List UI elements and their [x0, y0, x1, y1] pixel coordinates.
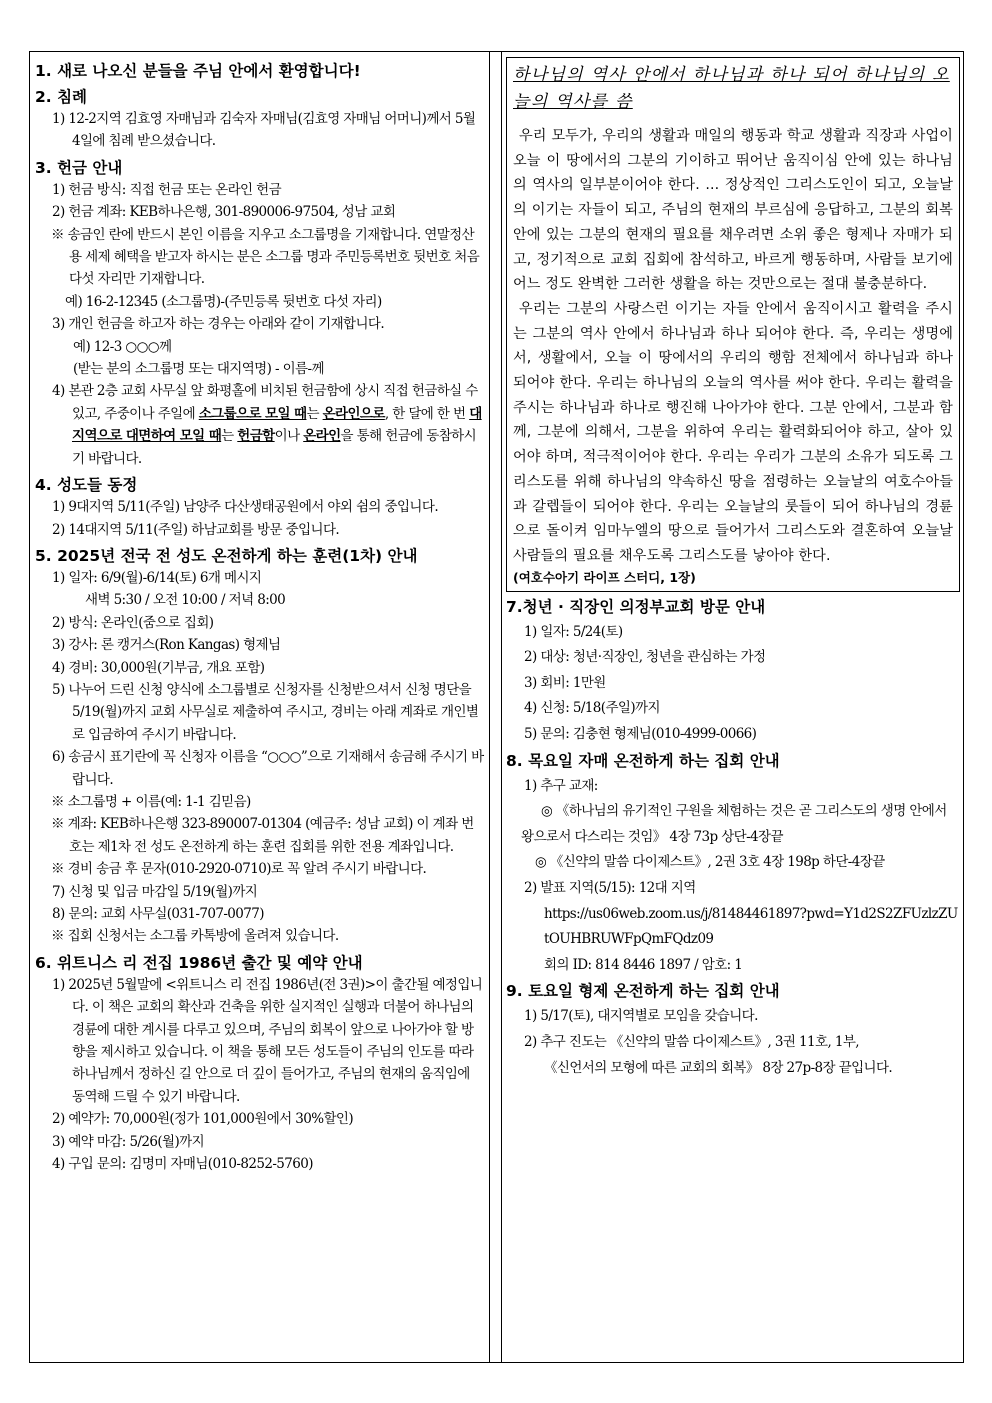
visit-fee: 3) 회비: 1만원 [524, 674, 606, 691]
section-3-title: 3. 헌금 안내 [35, 158, 123, 177]
brothers-progress: 2) 추구 진도는 《신약의 말씀 다이제스트》, 3권 11호, 1부, [524, 1033, 859, 1050]
quote-title: 하나님의 역사 안에서 하나님과 하나 되어 하나님의 오늘의 역사를 씀 [513, 65, 950, 112]
training-deadline: 7) 신청 및 입금 마감일 5/19(월)까지 [52, 883, 258, 900]
offering-box-box: 헌금함 [237, 428, 275, 445]
quote-paragraph-2: 우리는 그분의 사랑스런 이기는 자들 안에서 움직이시고 활력을 주시는 그분의 역사 안에서 하나님과 하나 되어야 한다. 즉, 우리는 생명에서, 생활에서, 오늘 이 땅에서의 우리의 행함 전체에서 하나님과 하나 되어야 한다. 우리는 하나님의 오늘의 역사를 써야 한다. 우리는 활력을 주시는 하나님과 하나로 행진해 나아가야 한다. 그분 안에서, 그분과 함께, 그분에 의해서, 그분을 위하여 우리는 활력화되어야 하고, 살아 있어야 하며, 적극적이어야 한다. 우리는 우리가 그분의 소유가 되도록 그리스도를 위해 하나님의 약속하신 땅을 점령하는 오늘날의 여호수아들과 갈렙들이 되어야 한다. 우리는 오늘날의 룻들이 되어 하나님의 경륜으로 돌이켜 임마누엘의 땅으로 들어가서 그리스도와 결혼하여 오늘날 사람들의 필요를 채우도록 그리스도를 낳아야 한다. [513, 300, 953, 564]
offering-box-text-e: , 한 달에 한 번 [384, 405, 470, 422]
bulletin-frame [29, 51, 964, 1363]
training-times: 새벽 5:30 / 오전 10:00 / 저녁 8:00 [85, 592, 286, 609]
offering-box-text-i: 이나 [274, 428, 304, 445]
training-note-1: ※ 소그룹명 + 이름(예: 1-1 김믿음) [51, 793, 251, 810]
training-note-2: ※ 계좌: KEB하나은행 323-890007-01304 (예금주: 성남 교회) 이 계좌 번호는 제1차 전 성도 온전하게 하는 훈련 집회를 위한 전용 계좌입니다. [51, 816, 474, 855]
offering-note-example: 예) 16-2-12345 (소그룹명)-(주민등록 뒷번호 다섯 자리) [65, 293, 382, 310]
baptism-item: 1) 12-2지역 김효영 자매님과 김숙자 자매님(김효영 자매님 어머니)께서 5월 4일에 침례 받으셨습니다. [52, 111, 476, 150]
book-price: 2) 예약가: 70,000원(정가 101,000원에서 30%할인) [52, 1111, 354, 1128]
sisters-material-2: ◎ 《신약의 말씀 다이제스트》, 2권 3호 4장 198p 하단-4장끝 [535, 854, 885, 871]
training-date: 1) 일자: 6/9(월)-6/14(토) 6개 메시지 [52, 569, 262, 586]
offering-account: 2) 헌금 계좌: KEB하나은행, 301-890006-97504, 성남 교회 [52, 204, 396, 221]
section-9-title: 9. 토요일 형제 온전하게 하는 집회 안내 [506, 982, 780, 1001]
sisters-presentation: 2) 발표 지역(5/15): 12대 지역 [524, 880, 696, 896]
offering-note: ※ 송금인 란에 반드시 본인 이름을 지우고 소그룹명을 기재합니다. 연말정산 용 세제 혜택을 받고자 하시는 분은 소그룹 명과 주민등록번호 뒷번호 처음 다섯 자리만 기재합니다. [51, 226, 480, 288]
personal-offering-example: 예) 12-3 ○○○께 [73, 338, 172, 355]
column-divider-right [501, 52, 502, 1362]
section-4-title: 4. 성도들 동정 [35, 476, 138, 495]
offering-box-text-g: 는 [221, 428, 238, 445]
training-fee: 4) 경비: 30,000원(기부금, 개요 포함) [52, 659, 265, 676]
training-registration: 5) 나누어 드린 신청 양식에 소그룹별로 신청자를 신청받으셔서 신청 명단을 5/19(월)까지 교회 사무실로 제출하여 주시고, 경비는 아래 계좌로 개인별로 입금하여 주시기 바랍니다. [52, 681, 479, 743]
quote-source: (여호수아기 라이프 스터디, 1장) [513, 569, 696, 585]
quote-paragraph-1: 우리 모두가, 우리의 생활과 매일의 행동과 학교 생활과 직장과 사업이 오늘 이 땅에서의 그분의 기이하고 뛰어난 움직이심 안에 있는 하나님의 역사의 일부분이어야 한다. ... 정상적인 그리스도인이 되고, 오늘날의 이기는 자들이 되고, 주님의 현재의 부르심에 응답하고, 그분의 회복 안에 있는 그분의 현재의 필요를 채우려면 소위 좋은 형제나 자매가 되고, 정기적으로 교회 집회에 참석하고, 바르게 행동하며, 사람들 보기에 어느 정도 완벽한 그러한 생활을 하는 것만으로는 절대 불충분하다. [513, 128, 953, 293]
training-remittance: 6) 송금시 표기란에 꼭 신청자 이름을 “○○○”으로 기재해서 송금해 주시기 바랍니다. [52, 749, 484, 788]
news-item-1: 1) 9대지역 5/11(주일) 남양주 다산생태공원에서 야외 쉼의 중입니다. [52, 499, 439, 516]
offering-box-district: 대지역으로 대면하여 모일 때 [72, 405, 482, 445]
offering-method: 1) 헌금 방식: 직접 헌금 또는 온라인 헌금 [52, 181, 282, 198]
visit-contact: 5) 문의: 김충현 형제님(010-4999-0066) [524, 726, 757, 743]
training-contact: 8) 문의: 교회 사무실(031-707-0077) [52, 906, 264, 922]
brothers-meeting: 1) 5/17(토), 대지역별로 모임을 갖습니다. [524, 1008, 758, 1025]
offering-box-item [35, 380, 484, 470]
ministry-quote-box [506, 57, 960, 592]
training-note-4: ※ 집회 신청서는 소그룹 카톡방에 올려져 있습니다. [51, 928, 339, 945]
sisters-material-label: 1) 추구 교재: [524, 777, 598, 794]
section-5-title: 5. 2025년 전국 전 성도 온전하게 하는 훈련(1차) 안내 [35, 546, 418, 565]
book-contact: 4) 구입 문의: 김명미 자매님(010-8252-5760) [52, 1156, 313, 1173]
visit-target: 2) 대상: 청년·직장인, 청년을 관심하는 가정 [524, 649, 766, 666]
training-method: 2) 방식: 온라인(줌으로 집회) [52, 614, 214, 631]
training-note-3: ※ 경비 송금 후 문자(010-2920-0710)로 꼭 알려 주시기 바랍니다. [51, 861, 427, 878]
offering-box-text-c: 는 [306, 405, 323, 422]
section-7-title: 7.청년 · 직장인 의정부교회 방문 안내 [506, 597, 766, 616]
offering-box-text-a: 4) 본관 2층 교회 사무실 앞 화평홀에 비치된 헌금함에 상시 직접 헌금하실 수 있고, 주중이나 주일에 [52, 383, 478, 422]
visit-registration: 4) 신청: 5/18(주일)까지 [524, 700, 660, 717]
column-divider-left [489, 52, 490, 1362]
news-item-2: 2) 14대지역 5/11(주일) 하남교회를 방문 중입니다. [52, 521, 340, 538]
personal-offering-example-2: (받는 분의 소그룹명 또는 대지역명) - 이름-께 [73, 361, 324, 378]
book-deadline: 3) 예약 마감: 5/26(월)까지 [52, 1133, 205, 1150]
zoom-link[interactable]: https://us06web.zoom.us/j/81484461897?pwd=Y1d2S2ZFUzlzZUtOUHBRUWFpQmFQdz09 [544, 905, 958, 948]
offering-box-text-k: 을 통해 헌금에 동참하시기 바랍니다. [72, 428, 477, 467]
personal-offering: 3) 개인 헌금을 하고자 하는 경우는 아래와 같이 기재합니다. [52, 316, 385, 333]
book-description: 1) 2025년 5월말에 <위트니스 리 전집 1986년(전 3권)>이 출간될 예정입니다. 이 책은 교회의 확산과 건축을 위한 실지적인 실행과 더불어 하나님의 경륜에 대한 계시를 다루고 있으며, 주님의 회복이 앞으로 나아가야 할 방향을 제시하고 있습니다. 이 책을 통해 모든 성도들이 주님의 인도를 따라 하나님께서 정하신 길 안으로 더 깊이 들어가고, 주님의 현재의 움직임에 동역해 드릴 수 있기 바랍니다. [52, 976, 483, 1105]
training-speaker: 3) 강사: 론 캥거스(Ron Kangas) 형제님 [52, 637, 281, 654]
zoom-meeting-id: 회의 ID: 814 8446 1897 / 암호: 1 [544, 956, 743, 973]
left-column [35, 60, 484, 1175]
offering-box-online: 온라인으로 [322, 405, 385, 422]
brothers-progress-2: 《신언서의 모형에 따른 교회의 회복》 8장 27p-8장 끝입니다. [544, 1059, 893, 1076]
right-column [506, 57, 960, 1081]
visit-date: 1) 일자: 5/24(토) [524, 623, 623, 640]
sisters-material-1: ◎ 《하나님의 유기적인 구원을 체험하는 것은 곧 그리스도의 생명 안에서 왕으로서 다스리는 것임》 4장 73p 상단-4장끝 [521, 803, 947, 845]
section-8-title: 8. 목요일 자매 온전하게 하는 집회 안내 [506, 751, 780, 770]
offering-box-small-group: 소그룹으로 모일 때 [198, 405, 307, 422]
section-2-title: 2. 침례 [35, 88, 88, 106]
section-6-title: 6. 위트니스 리 전집 1986년 출간 및 예약 안내 [35, 953, 363, 972]
section-1-title: 1. 새로 나오신 분들을 주님 안에서 환영합니다! [35, 62, 361, 80]
offering-box-online-2: 온라인 [303, 428, 341, 445]
